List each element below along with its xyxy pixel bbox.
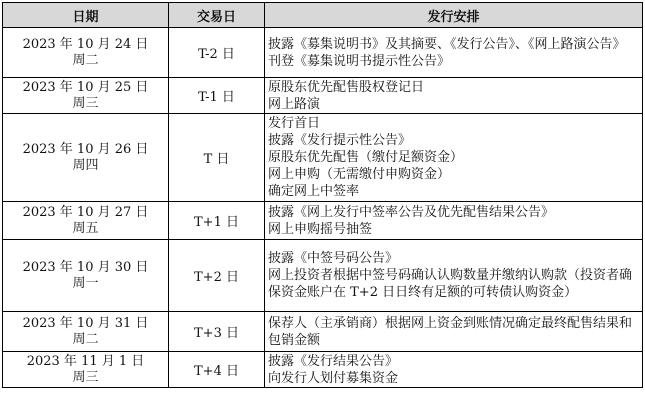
weekday-text: 周五 <box>72 220 99 236</box>
date-cell <box>3 28 169 78</box>
date-text: 2023 年 10 月 30 日 <box>22 259 149 275</box>
task-item: 披露《网上发行中签率公告及优先配售结果公告》 <box>268 204 555 220</box>
task-item: 网上投资者根据中签号码确认认购数量并缴纳认购款（投资者确保资金账户在 T+2 日日终有足额的可转债认购资金） <box>268 268 633 300</box>
trading-day-cell: T+1 日 <box>169 202 265 240</box>
task-item: 披露《发行提示性公告》 <box>268 133 412 148</box>
arrangement-cell <box>265 240 643 312</box>
date-cell <box>3 78 169 114</box>
table-row <box>3 78 643 114</box>
table-row <box>3 312 643 352</box>
header-trading-day: 交易日 <box>169 3 265 28</box>
weekday-text: 周三 <box>72 95 99 111</box>
date-cell <box>3 202 169 240</box>
weekday-text: 周四 <box>72 157 99 173</box>
date-cell <box>3 240 169 312</box>
trading-day-cell: T-1 日 <box>169 78 265 114</box>
arrangement-cell <box>265 114 643 202</box>
header-arrangement: 发行安排 <box>265 3 643 28</box>
task-item: 披露《中签号码公告》 <box>268 251 399 266</box>
date-cell <box>3 352 169 388</box>
table-row <box>3 114 643 202</box>
trading-day-cell: T 日 <box>169 114 265 202</box>
task-item: 网上路演 <box>268 96 321 112</box>
task-item: 网上申购（无需缴付申购资金） <box>268 167 451 182</box>
weekday-text: 周一 <box>72 275 99 291</box>
task-item: 确定网上中签率 <box>268 184 360 199</box>
weekday-text: 周二 <box>72 331 99 347</box>
weekday-text: 周三 <box>72 369 99 385</box>
date-cell <box>3 114 169 202</box>
table-row <box>3 202 643 240</box>
date-text: 2023 年 11 月 1 日 <box>26 353 145 369</box>
task-item: 原股东优先配售（缴付足额资金） <box>268 150 464 165</box>
arrangement-cell <box>265 28 643 78</box>
trading-day-cell: T+4 日 <box>169 352 265 388</box>
task-item: 原股东优先配售股权登记日 <box>268 79 425 95</box>
date-text: 2023 年 10 月 25 日 <box>22 79 149 95</box>
table-row <box>3 240 643 312</box>
header-row <box>3 3 643 28</box>
task-item: 发行首日 <box>268 116 321 131</box>
task-item: 向发行人划付募集资金 <box>268 370 399 386</box>
task-item: 网上申购摇号抽签 <box>268 221 373 237</box>
date-cell <box>3 312 169 352</box>
date-text: 2023 年 10 月 27 日 <box>22 204 149 220</box>
arrangement-cell <box>265 202 643 240</box>
arrangement-cell <box>265 312 643 352</box>
trading-day-cell: T+3 日 <box>169 312 265 352</box>
trading-day-cell: T-2 日 <box>169 28 265 78</box>
header-date: 日期 <box>3 3 169 28</box>
date-text: 2023 年 10 月 31 日 <box>22 315 149 331</box>
table-row <box>3 352 643 388</box>
task-item: 刊登《募集说明书提示性公告》 <box>268 53 451 69</box>
date-text: 2023 年 10 月 24 日 <box>22 36 149 52</box>
weekday-text: 周二 <box>72 52 99 68</box>
arrangement-cell <box>265 352 643 388</box>
task-item: 披露《募集说明书》及其摘要、《发行公告》、《网上路演公告》 <box>268 36 626 52</box>
issuance-schedule-table <box>2 2 643 388</box>
date-text: 2023 年 10 月 26 日 <box>22 141 149 157</box>
task-item: 披露《发行结果公告》 <box>268 353 399 369</box>
table-row <box>3 28 643 78</box>
trading-day-cell: T+2 日 <box>169 240 265 312</box>
task-item: 保荐人（主承销商）根据网上资金到账情况确定最终配售结果和包销金额 <box>268 315 633 348</box>
arrangement-cell <box>265 78 643 114</box>
